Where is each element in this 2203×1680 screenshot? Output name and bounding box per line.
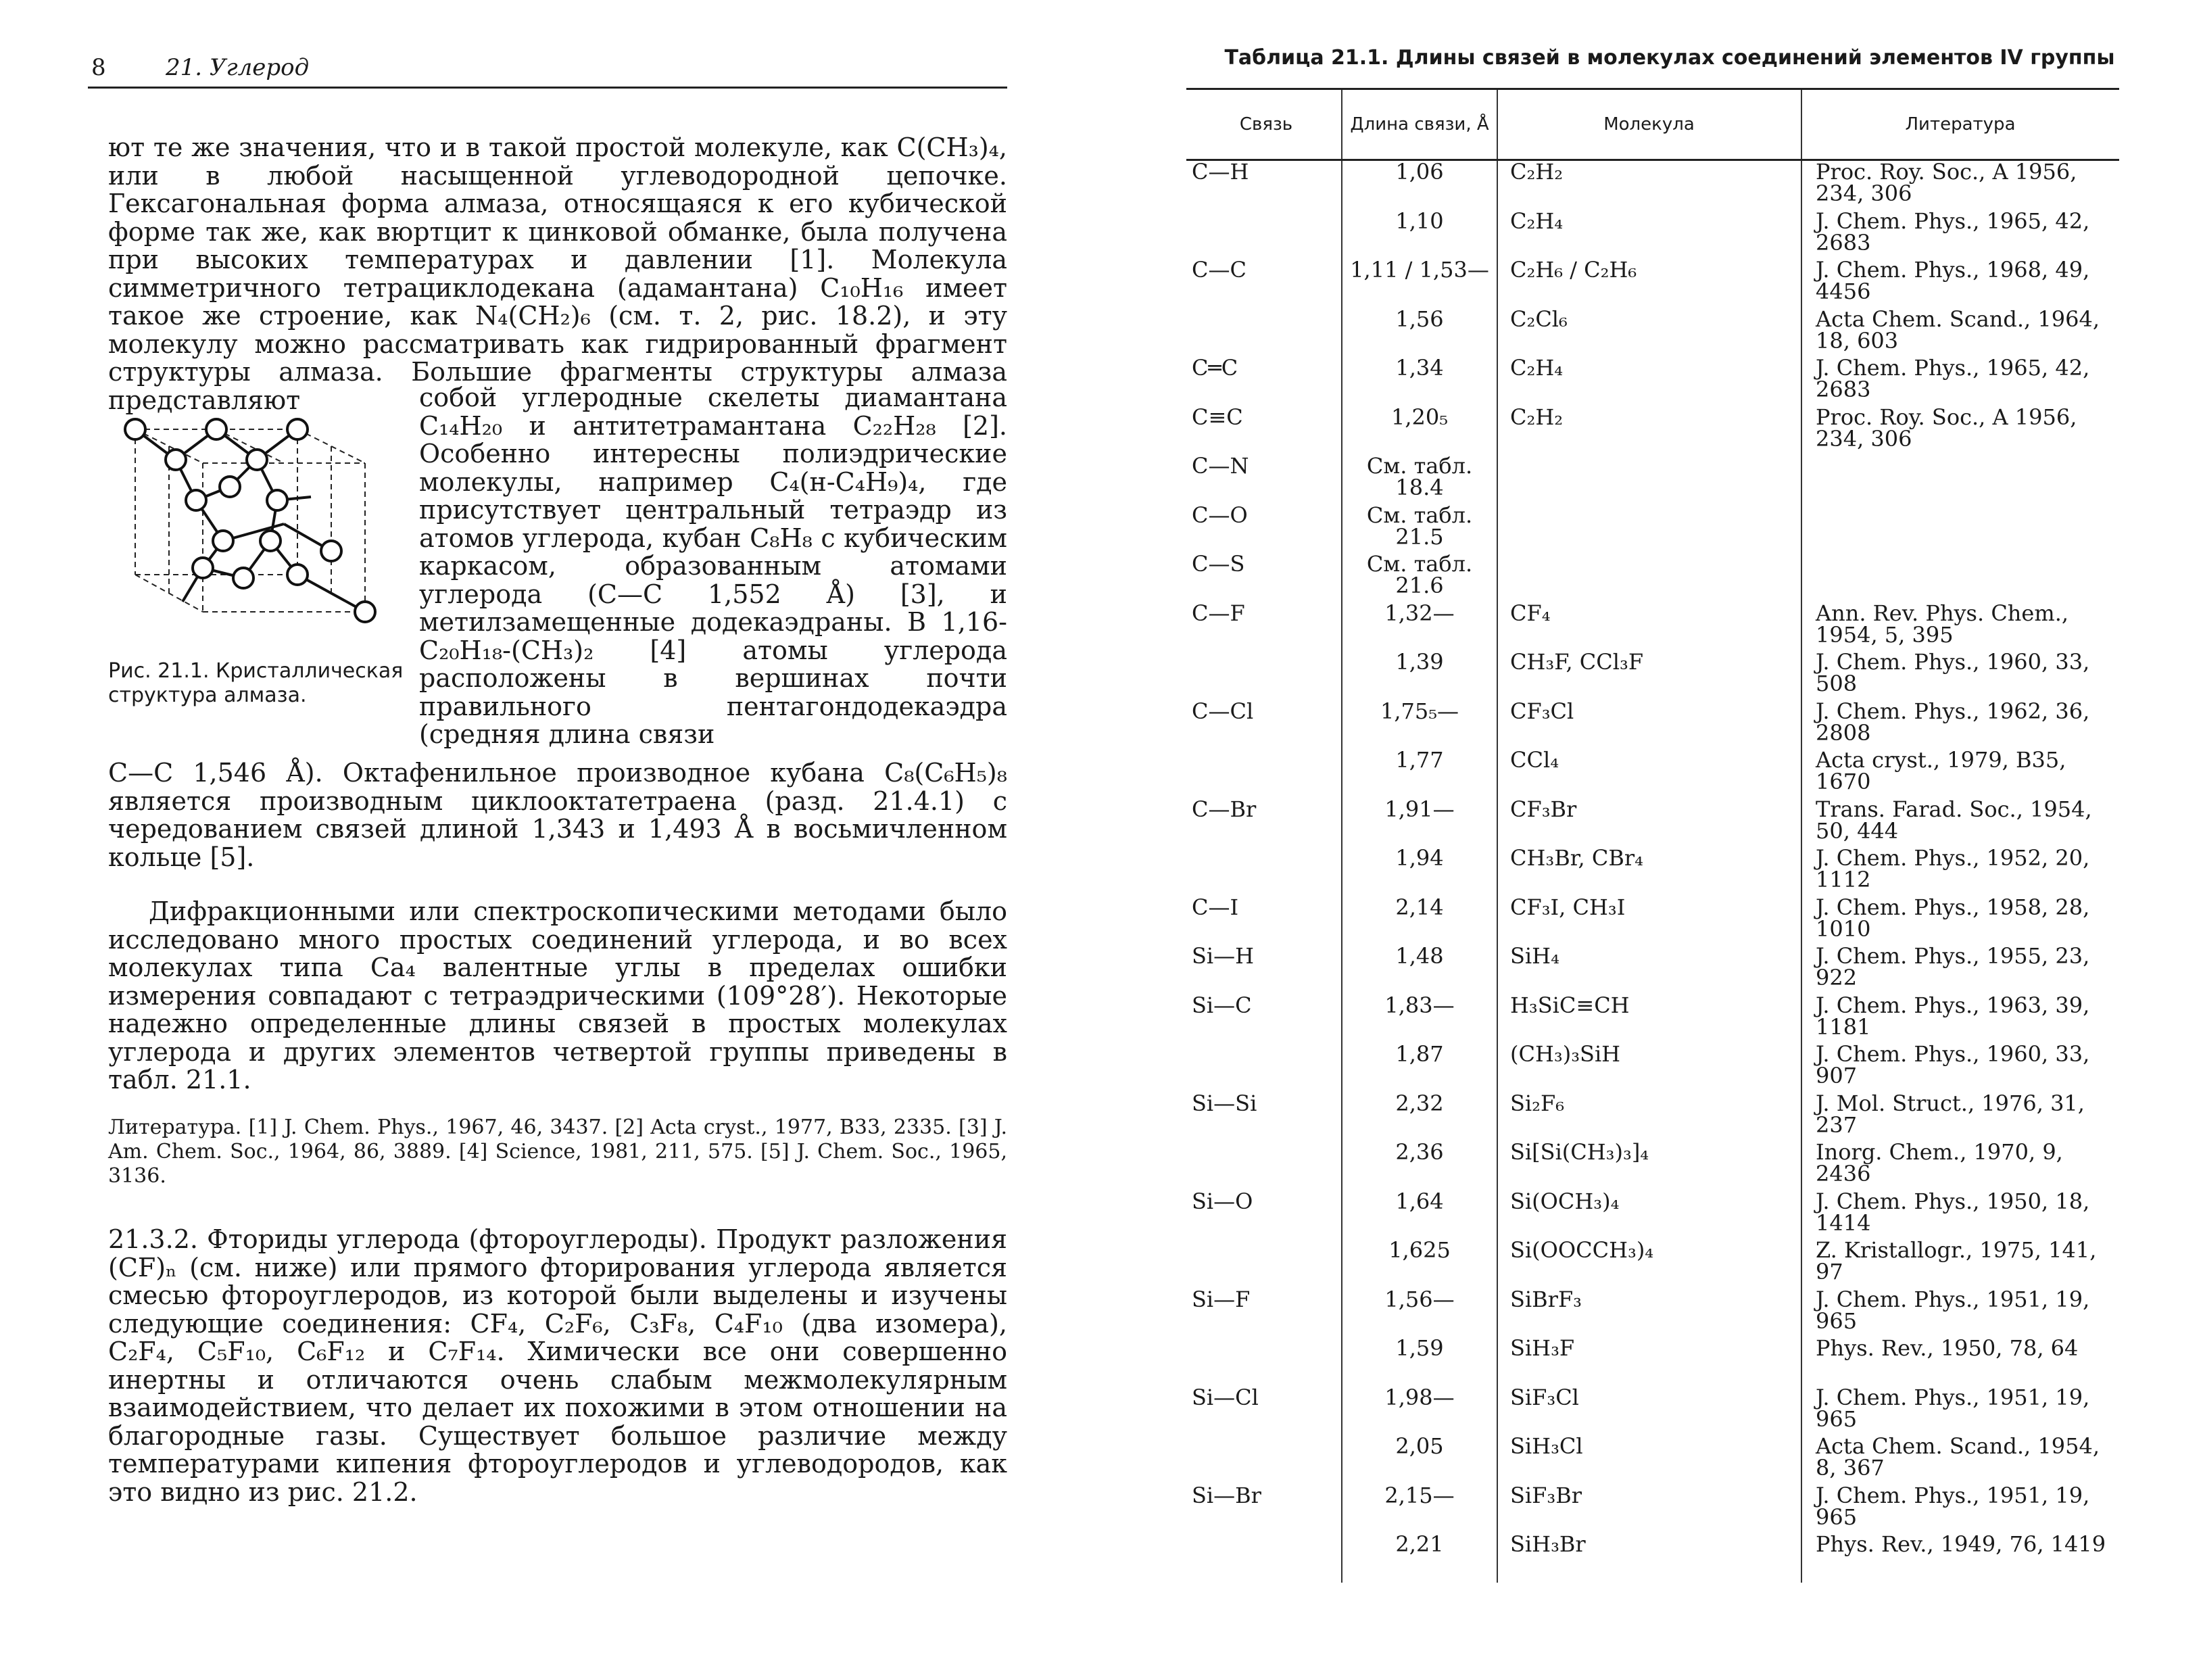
table-row [1186, 553, 2119, 602]
references: Литература. [1] J. Chem. Phys., 1967, 46, 3437. [2] Acta cryst., 1977, B33, 2335. [3] J. Am. Chem. Soc., 1964, 86, 3889. [4] Science, 1981, 211, 575. [5] J. Chem. Soc., 1965, 3136. [108, 1115, 1007, 1188]
bond-cell: C≡C [1192, 404, 1243, 430]
reference-cell: J. Chem. Phys., 1955, 23, 922 [1801, 945, 2119, 994]
reference-cell: J. Chem. Phys., 1951, 19, 965 [1801, 1485, 2119, 1534]
chapter-title: 21. Углерод [166, 54, 310, 81]
molecule-cell: SiF₃Br [1497, 1485, 1801, 1534]
length-cell: 1,48 [1342, 945, 1497, 994]
table-row [1186, 504, 2119, 554]
reference-cell: J. Chem. Phys., 1968, 49, 4456 [1801, 259, 2119, 308]
molecule-cell: C₂H₄ [1497, 357, 1801, 406]
reference-cell: J. Chem. Phys., 1958, 28, 1010 [1801, 896, 2119, 946]
bond-cell: C—I [1192, 894, 1239, 920]
molecule-cell: C₂H₄ [1497, 210, 1801, 260]
length-cell: 1,625 [1342, 1239, 1497, 1289]
table-row [1186, 1093, 2119, 1142]
bond-cell: C—O [1192, 502, 1248, 528]
bond-cell: Si—Cl [1192, 1384, 1259, 1410]
header-length: Длина связи, Å [1342, 89, 1497, 160]
bond-cell: Si—Br [1192, 1482, 1261, 1508]
reference-cell: J. Mol. Struct., 1976, 31, 237 [1801, 1093, 2119, 1142]
header-molecule: Молекула [1497, 89, 1801, 160]
table-row [1186, 308, 2119, 358]
length-cell: 2,15— [1342, 1485, 1497, 1534]
molecule-cell: CH₃F, CCl₃F [1497, 651, 1801, 700]
table-body [1186, 160, 2119, 1583]
reference-cell: J. Chem. Phys., 1952, 20, 1112 [1801, 847, 2119, 896]
bond-cell: C—Cl [1192, 698, 1254, 724]
left-page [88, 0, 1021, 1680]
length-cell: 2,14 [1342, 896, 1497, 946]
length-cell: 1,11 / 1,53— [1342, 259, 1497, 308]
header-reference: Литература [1801, 89, 2119, 160]
table-row [1186, 651, 2119, 700]
molecule-cell: C₂H₂ [1497, 406, 1801, 456]
table-row [1186, 994, 2119, 1044]
header-bond: Связь [1186, 89, 1342, 160]
molecule-cell: CF₃Br [1497, 798, 1801, 848]
molecule-cell: C₂H₂ [1497, 160, 1801, 210]
table-row [1186, 406, 2119, 456]
reference-cell: J. Chem. Phys., 1960, 33, 508 [1801, 651, 2119, 700]
bond-cell: C—C [1192, 257, 1246, 283]
running-head [88, 54, 1007, 84]
length-cell: 1,32— [1342, 602, 1497, 652]
diamond-structure-figure [108, 399, 406, 629]
bond-cell: C—H [1192, 159, 1249, 185]
paragraph: собой углеродные скелеты диамантана C₁₄H₂₀ и антитетрамантана C₂₂H₂₈ [2]. Особенно интересны полиэдрические молекулы, например C₄(н-C₄H₉)₄, где присутствует центральный тетраэдр из атомов углерода, кубан C₈H₈ с кубическим каркасом, образованным атомами углерода (C—C 1,552 Å) [3], и метилзамещенные додекаэдраны. В 1,16-C₂₀H₁₈-(CH₃)₂ [4] атомы углерода расположены в вершинах почти правильного пентагондодекаэдра (средняя длина связи [419, 383, 1007, 749]
reference-cell: J. Chem. Phys., 1951, 19, 965 [1801, 1289, 2119, 1338]
bond-cell [1186, 308, 1342, 358]
reference-cell: Trans. Farad. Soc., 1954, 50, 444 [1801, 798, 2119, 848]
reference-cell: Ann. Rev. Phys. Chem., 1954, 5, 395 [1801, 602, 2119, 652]
reference-cell: J. Chem. Phys., 1960, 33, 907 [1801, 1043, 2119, 1093]
table-title: Таблица 21.1. Длины связей в молекулах соединений элементов IV группы [1224, 46, 2115, 70]
figure-caption: Рис. 21.1. Кристаллическая структура алмаза. [108, 659, 404, 707]
table-row [1186, 1191, 2119, 1240]
length-cell: 1,87 [1342, 1043, 1497, 1093]
bond-cell [1186, 1435, 1342, 1485]
reference-cell: Acta Chem. Scand., 1954, 8, 367 [1801, 1435, 2119, 1485]
bond-cell [1186, 651, 1342, 700]
molecule-cell: Si(OOCCH₃)₄ [1497, 1239, 1801, 1289]
bond-cell [1186, 1239, 1342, 1289]
length-cell: 2,05 [1342, 1435, 1497, 1485]
reference-cell: Z. Kristallogr., 1975, 141, 97 [1801, 1239, 2119, 1289]
reference-cell: J. Chem. Phys., 1965, 42, 2683 [1801, 210, 2119, 260]
table-row [1186, 749, 2119, 798]
length-cell: 2,32 [1342, 1093, 1497, 1142]
length-cell: 1,20₅ [1342, 406, 1497, 456]
bond-cell [1186, 1141, 1342, 1191]
reference-cell: Phys. Rev., 1950, 78, 64 [1801, 1337, 2119, 1387]
paragraph: ют те же значения, что и в такой простой молекуле, как C(CH₃)₄, или в любой насыщенной углеводородной цепочке. Гексагональная форма алмаза, относящаяся к его кубической форме так же, как вюртцит к цинковой обманке, была получена при высоких температурах и давлении [1]. Молекула симметричного тетрациклодекана (адамантана) C₁₀H₁₆ имеет такое же строение, как N₄(CH₂)₆ (см. т. 2, рис. 18.2), и эту молекулу можно рассматривать как гидрированный фрагмент структуры алмаза. Большие фрагменты структуры алмаза представляют [108, 133, 1007, 415]
page-number: 8 [91, 54, 106, 81]
bond-cell: C═C [1192, 355, 1238, 381]
molecule-cell: Si(OCH₃)₄ [1497, 1191, 1801, 1240]
length-cell: 1,06 [1342, 160, 1497, 210]
bond-length-table [1186, 88, 2119, 1583]
length-cell: См. табл. 21.5 [1342, 504, 1497, 554]
table-row [1186, 945, 2119, 994]
header-rule [88, 87, 1007, 89]
bond-cell [1186, 847, 1342, 896]
reference-cell: Proc. Roy. Soc., A 1956, 234, 306 [1801, 406, 2119, 456]
bond-cell [1186, 1337, 1342, 1387]
molecule-cell: Si[Si(CH₃)₃]₄ [1497, 1141, 1801, 1191]
length-cell: 1,59 [1342, 1337, 1497, 1387]
right-page [1186, 0, 2146, 1680]
reference-cell: Phys. Rev., 1949, 76, 1419 [1801, 1533, 2119, 1583]
table-header-row [1186, 89, 2119, 160]
bond-cell: Si—Si [1192, 1090, 1257, 1116]
molecule-cell: SiH₄ [1497, 945, 1801, 994]
molecule-cell: (CH₃)₃SiH [1497, 1043, 1801, 1093]
table-row [1186, 160, 2119, 210]
molecule-cell: CF₄ [1497, 602, 1801, 652]
length-cell: 1,83— [1342, 994, 1497, 1044]
molecule-cell: CF₃I, CH₃I [1497, 896, 1801, 946]
bond-cell: C—Br [1192, 796, 1257, 822]
table-row [1186, 1485, 2119, 1534]
section-paragraph: 21.3.2. Фториды углерода (фтороуглероды). Продукт разложения (CF)ₙ (см. ниже) или прямого фторирования углерода является смесью фтороуглеродов, из которой были выделены и изучены следующие соединения: CF₄, C₂F₆, C₃F₈, C₄F₁₀ (два изомера), C₂F₄, C₅F₁₀, C₆F₁₂ и C₇F₁₄. Химически все они совершенно инертны и отличаются очень слабым межмолекулярным взаимодействием, что делает их похожими в этом отношении на благородные газы. Существует большое различие между температурами кипения фтороуглеродов и углеводородов, как это видно из рис. 21.2. [108, 1224, 1007, 1507]
molecule-cell: SiF₃Cl [1497, 1387, 1801, 1436]
length-cell: 1,98— [1342, 1387, 1497, 1436]
bond-cell: Si—H [1192, 943, 1255, 969]
bond-cell [1186, 210, 1342, 260]
molecule-cell: Si₂F₆ [1497, 1093, 1801, 1142]
paragraph: C—C 1,546 Å). Октафенильное производное кубана C₈(C₆H₅)₈ является производным циклооктатетраена (разд. 21.4.1) с чередованием связей длиной 1,343 и 1,493 Å в восьмичленном кольце [5]. [108, 758, 1007, 872]
table-row [1186, 896, 2119, 946]
table-row [1186, 1043, 2119, 1093]
table-row [1186, 1533, 2119, 1583]
molecule-cell: C₂Cl₆ [1497, 308, 1801, 358]
reference-cell [1801, 504, 2119, 554]
length-cell: См. табл. 18.4 [1342, 455, 1497, 504]
length-cell: 1,10 [1342, 210, 1497, 260]
bond-cell: Si—C [1192, 992, 1252, 1018]
table-row [1186, 210, 2119, 260]
bond-cell: Si—O [1192, 1188, 1253, 1214]
table-row [1186, 1239, 2119, 1289]
reference-cell: Acta cryst., 1979, B35, 1670 [1801, 749, 2119, 798]
reference-cell: J. Chem. Phys., 1950, 18, 1414 [1801, 1191, 2119, 1240]
length-cell: 2,21 [1342, 1533, 1497, 1583]
reference-cell: J. Chem. Phys., 1951, 19, 965 [1801, 1387, 2119, 1436]
reference-cell: Proc. Roy. Soc., A 1956, 234, 306 [1801, 160, 2119, 210]
reference-cell: J. Chem. Phys., 1965, 42, 2683 [1801, 357, 2119, 406]
bond-cell [1186, 1043, 1342, 1093]
length-cell: 1,64 [1342, 1191, 1497, 1240]
reference-cell [1801, 455, 2119, 504]
bond-cell: C—F [1192, 600, 1245, 626]
table-row [1186, 700, 2119, 750]
molecule-cell [1497, 504, 1801, 554]
table-row [1186, 1387, 2119, 1436]
bond-cell [1186, 1533, 1342, 1583]
molecule-cell: CF₃Cl [1497, 700, 1801, 750]
reference-cell: Acta Chem. Scand., 1964, 18, 603 [1801, 308, 2119, 358]
table-row [1186, 1435, 2119, 1485]
molecule-cell: SiH₃Cl [1497, 1435, 1801, 1485]
length-cell: 1,94 [1342, 847, 1497, 896]
molecule-cell [1497, 455, 1801, 504]
length-cell: См. табл. 21.6 [1342, 553, 1497, 602]
length-cell: 1,56 [1342, 308, 1497, 358]
molecule-cell: H₃SiC≡CH [1497, 994, 1801, 1044]
molecule-cell [1497, 553, 1801, 602]
table-row [1186, 357, 2119, 406]
bond-cell: Si—F [1192, 1286, 1251, 1312]
table-row [1186, 259, 2119, 308]
table-row [1186, 1289, 2119, 1338]
length-cell: 1,34 [1342, 357, 1497, 406]
paragraph: Дифракционными или спектроскопическими методами было исследовано много простых соединений углерода, и во всех молекулах типа Ca₄ валентные углы в пределах ошибки измерения совпадают с тетраэдрическими (109°28′). Некоторые надежно определенные длины связей в простых молекулах углерода и других элементов четвертой группы приведены в табл. 21.1. [108, 896, 1007, 1095]
length-cell: 2,36 [1342, 1141, 1497, 1191]
length-cell: 1,56— [1342, 1289, 1497, 1338]
length-cell: 1,75₅— [1342, 700, 1497, 750]
bond-cell: C—S [1192, 551, 1245, 577]
length-cell: 1,39 [1342, 651, 1497, 700]
table-row [1186, 1141, 2119, 1191]
molecule-cell: CH₃Br, CBr₄ [1497, 847, 1801, 896]
molecule-cell: SiH₃F [1497, 1337, 1801, 1387]
table-row [1186, 455, 2119, 504]
table-row [1186, 847, 2119, 896]
reference-cell [1801, 553, 2119, 602]
molecule-cell: CCl₄ [1497, 749, 1801, 798]
table-row [1186, 602, 2119, 652]
table-row [1186, 798, 2119, 848]
reference-cell: J. Chem. Phys., 1962, 36, 2808 [1801, 700, 2119, 750]
molecule-cell: SiH₃Br [1497, 1533, 1801, 1583]
length-cell: 1,77 [1342, 749, 1497, 798]
molecule-cell: SiBrF₃ [1497, 1289, 1801, 1338]
bond-cell [1186, 749, 1342, 798]
table-row [1186, 1337, 2119, 1387]
reference-cell: Inorg. Chem., 1970, 9, 2436 [1801, 1141, 2119, 1191]
diamond-lattice-diagram [108, 399, 406, 629]
molecule-cell: C₂H₆ / C₂H₆ [1497, 259, 1801, 308]
length-cell: 1,91— [1342, 798, 1497, 848]
bond-cell: C—N [1192, 453, 1249, 479]
reference-cell: J. Chem. Phys., 1963, 39, 1181 [1801, 994, 2119, 1044]
